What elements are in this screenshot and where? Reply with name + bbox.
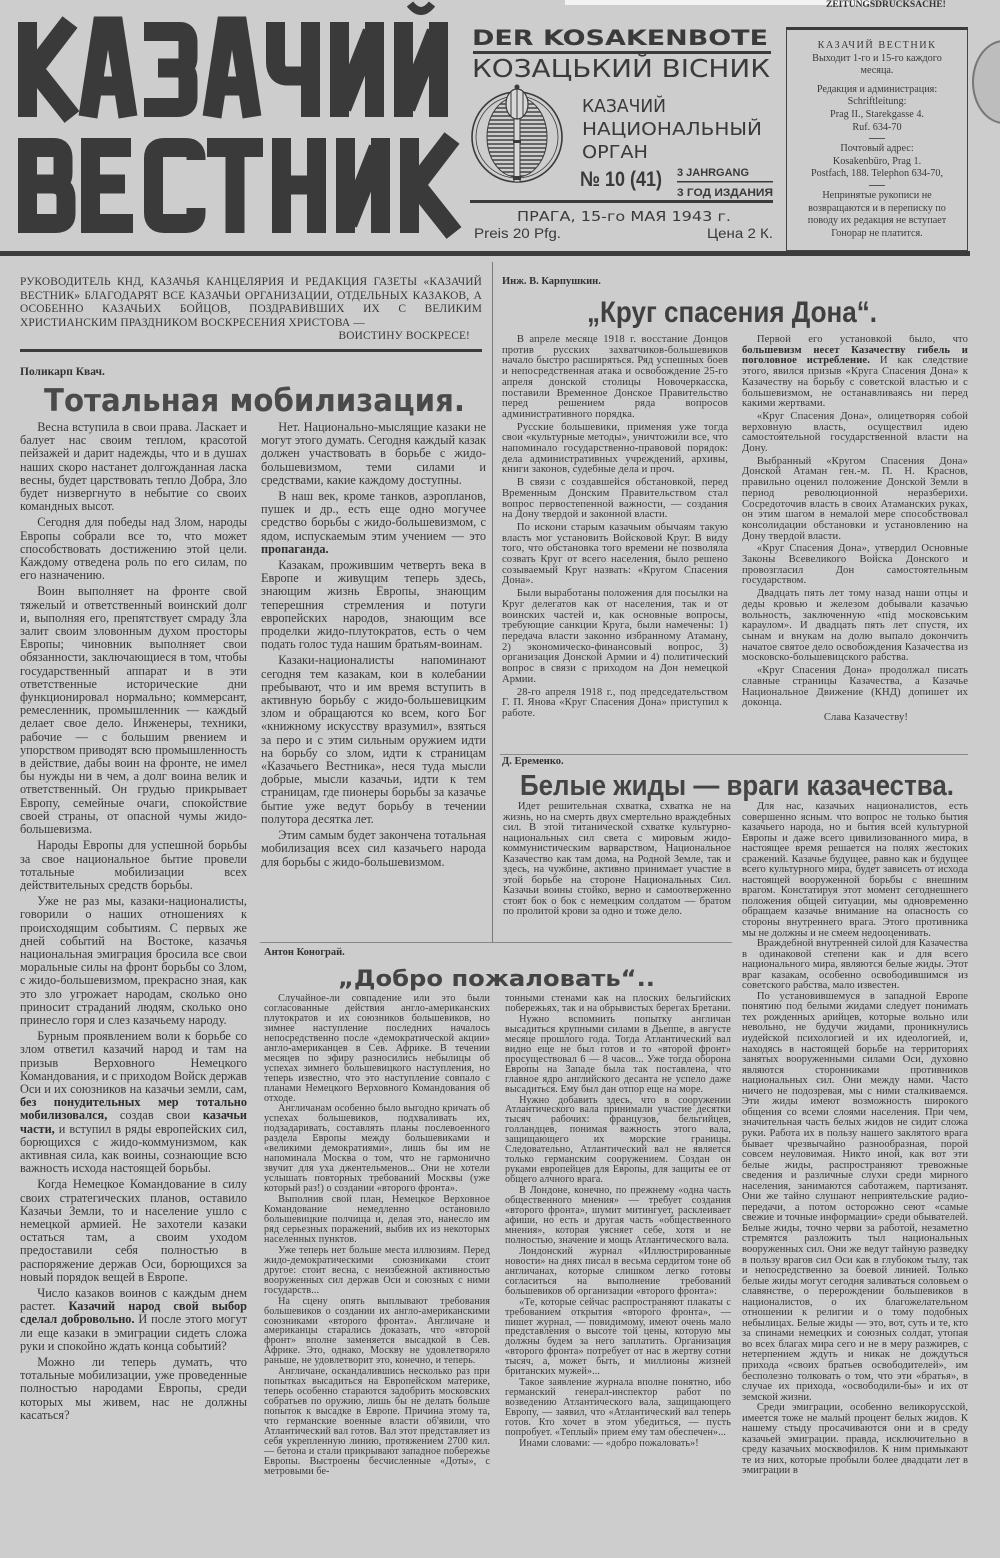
text-run: Были выработаны положения для посылки на Круг делегатов как от населения, так и от воинских частей и, как основные вопросы, требующие санкции Круга, были намечены: 1) передача власти законно избранному Атаману, 2) экономическо-финансовый вопрос, 3) организация Донской Армии и 4) политический вопрос в связи с приходом на Дон немецкой Армии.: [502, 588, 728, 685]
paragraph: [505, 1439, 731, 1449]
paragraph: [264, 1104, 490, 1194]
postal-stamp-partial: [972, 40, 1000, 124]
logo-letter-a: [212, 26, 252, 117]
text-run: В Лондоне, конечно, по прежнему «одна часть общественного мнения» — требует создания «второго фронта», шумит митингует, расклеивает афиши, но есть и другая часть «общественного мнения», которая уясняет себе, хотя и не полностью, значение и мощь Атлантического вала.: [505, 1185, 731, 1246]
organ-line-2: НАЦИОНАЛЬНЫЙ: [582, 119, 745, 140]
paragraph: [505, 1378, 731, 1438]
info-schriftleitung: Schriftleitung:: [847, 96, 907, 108]
info-phone: Ruf. 634-70: [852, 121, 902, 133]
info-postal-label: Почтовый адрес:: [840, 143, 914, 155]
paragraph: [20, 516, 247, 582]
text-run: Воин выполняет на фронте свой тяжелый и ответственный воинский долг и, выполняя его, препятствует смраду Зла залит своим зловонным духом просторы Европы; чиновник выполняет свои обязанности, заключающиеся в том, чтобы государственный аппарат и в эти ответственные исторические дни функционировал нормально; коммерсант, ремесленник, промышленник — каждый делает свое дело. Инженеры, техники, рабочие — с большим рвением и упорством приводят всю промышленность в действие, дабы воин на фронте, не имел бы нужды ни в чем, а долг воина велик и ответственный. Он грудью прикрывает Европу, семейные очаги, спокойствие своей страны, от опасной чумы жидо-большевизма.: [20, 584, 247, 837]
text-run: На сцену опять выплывают требования большевиков о создании их англо-американскими союзниками «второго фронта». Англичане и американцы старались доказать, что «второй фронт» вполне заменяется высадкой в Сев. Африке. Это, однако, Москву не удовлетворяло раньше, не удовлетворит это, конечно, и теперь.: [264, 1295, 490, 1367]
paragraph: [742, 992, 968, 1403]
text-run: «Круг Спасения Дона», олицетворяя собой верховную власть, осуществил идею самостоятельной государственной власти на Дону.: [742, 410, 968, 455]
mace-emblem-icon: [472, 85, 562, 183]
paragraph: [264, 1195, 490, 1245]
title-text: Тотальная мобилизация.: [44, 383, 465, 418]
paragraph: [264, 994, 490, 1103]
article-signoff: Слава Казачеству!: [823, 711, 908, 723]
paragraph: [20, 839, 247, 892]
mailing-mark: ZEITUNGSDRUCKSACHE!: [826, 0, 946, 10]
section-rule: [500, 754, 968, 755]
article-column: [503, 802, 731, 941]
article-column: [20, 421, 247, 1558]
logo-letter-s: [154, 148, 197, 224]
logo-letter-a: [88, 26, 128, 117]
paragraph: [742, 335, 968, 410]
paragraph: [505, 1298, 731, 1378]
ukrainian-title: КОЗАЦЬКИЙ ВІСНИК: [472, 54, 771, 83]
article-title: [500, 768, 970, 802]
text-run: «Круг Спасения Дона» продолжал писать славные страницы Казачества, а Казачье Национальное Движение (КНД) допишет их доконца.: [742, 665, 968, 709]
text-run: В связи с создавшейся обстановкой, перед Временным Донским Правительством стал вопрос первостепенной важности, — создания на Дону твердой и законной власти.: [502, 477, 728, 521]
article-author: Инж. В. Карпушкин.: [502, 276, 601, 287]
paragraph: [505, 1096, 731, 1186]
text-run: Двадцать пять лет тому назад наши отцы и деды кровью и железом добывали казачью вольность, заключенную «під московським караулом». И двадцать пять лет спустя, их сынам и внукам на долю выпало докончить начатое святое дело освобождения Казачества из московско-большевицского рабства.: [742, 588, 968, 664]
emphasis-text: казачьи части,: [20, 1108, 247, 1136]
article-author: Антон Конограй.: [264, 947, 345, 958]
text-run: И после этого могут ли еще казаки в эмиграции сидеть сложа руки и спокойно ждать конца событий?: [20, 1312, 247, 1353]
paragraph: [20, 1287, 247, 1353]
text-run: «Те, которые сейчас распространяют плакаты с требованием открытия «второго фронта», — пишет журнал, — повидимому, имеют очень мало представления о высоте той цены, которую мы должны будем за него заплатить. Организация «второго фронта» потребует от нас в жертву сотни тысяч, а, может быть, и миллионы жизней британских мужей»...: [505, 1296, 731, 1378]
text-run: тонными стенами как на плоских бельгийских побережьях, так и на обрывистых берегах Бретани.: [505, 994, 731, 1014]
logo-letter-k: [410, 138, 455, 233]
paragraph: [20, 421, 247, 513]
text-run: Англичанам особенно было выгодно кричать об успехах большевиков, подхваливать их, подзадаривать, составлять планы послевоенного раздела Европы между большевиками и «великими демократиями», лишь бы им не напоминала Москва о том, что не гармонично звучит для уха джентельменов... Они не хотели услышать повторных требований Москвы (уже который раз!) о создании «второго фронта».: [264, 1103, 490, 1195]
paragraph: [264, 1246, 490, 1296]
text-run: Идет решительная схватка, схватка не на жизнь, но на смерть двух смертельно враждебных сил. В этой титанической схватке культурно-национальных сил света с мировым жидо-коммунистическим варварством, Национальное Казачество как там дома, на Родной Земле, так и здесь, на чужбине, активно принимает участие в этой борьбе на стороне Национальных Сил. Казачьи воины стойко, верно и самоотверженно стоят бок о бок с немецким солдатом — братом по пролитой крови за одно и тоже дело.: [503, 802, 731, 918]
paragraph: [20, 895, 247, 1027]
text-run: Уже не раз мы, казаки-националисты, говорили о наших отношениях к происходящим событиям. С первых же дней событий на Востоке, казачья национальная эмиграция бросила все свои моральные силы на фронт борьбы со Злом, с жидо-большевизмом, прекрасно зная, как это зло угрожает народам, сколько оно приносит страданий людям, сколько оно принесло горя и слез казачьему народу.: [20, 894, 247, 1027]
masthead-title-logo: [0, 0, 470, 250]
text-run: Нужно добавить здесь, что в сооружении Атлантического вала принимали участие десятки тысяч рабочих: французов, бельгийцев, голландцев, понимая важность этого вала, защищающего их морские границы. Следовательно, Атлантический вал не является только германским сооружением. Создан он руками европейцев для Европы, для защиты ее от общего алчного врага.: [505, 1094, 731, 1186]
text-run: В наш век, кроме танков, аэропланов, пушек и др., есть еще одно могучее средство борьбы с жидо-большевизмом, с ядом, испускаемым этим учением — это: [261, 489, 486, 543]
logo-letter-k: [28, 22, 73, 117]
logo-letter-i: [346, 138, 381, 233]
column-divider: [492, 262, 493, 942]
info-disclaimer: Непринятые рукописи не возвращаются и в переписку по поводу их редакция не вступает Гонорар не платится.: [807, 189, 947, 239]
paragraph: [742, 802, 968, 939]
info-heading: КАЗАЧИЙ ВЕСТНИК: [817, 40, 937, 51]
text-run: и вступил в ряды европейских сил, борющихся с жидо-коммунизмом, как активная сила, как воины, сознающие всю важность исхода настоящей борьбы.: [20, 1121, 247, 1176]
article-author: Д. Еременко.: [502, 756, 564, 767]
section-rule: [260, 942, 732, 943]
text-run: В апреле месяце 1918 г. восстание Донцов против русских захватчиков-большевиков начало быстро расширяться. Ряд успешных боев и непосредственная атака и освобождение 25-го апреля донской столицы Новочеркасска, поставили Временное Донское Правительство перед решением ряда вопросов административного порядка.: [502, 335, 728, 420]
logo-letter-z: [144, 32, 188, 108]
text-run: Такое заявление журнала вполне понятно, ибо германский генерал-инспектор работ по возведению Атлантического вала, защищающего Европу, — заявил, что «Атлантический вал теперь готов. Кто хочет в этом убедиться, — пусть попробует. «Теплый» прием ему там обеспечен»...: [505, 1377, 731, 1438]
article-column: [264, 994, 490, 1558]
paragraph: [261, 421, 486, 487]
title-text: „Круг спасения Дона“.: [587, 296, 877, 329]
text-run: Народы Европы для успешной борьбы за свое национальное бытие провели тотальные мобилизации всех действительных средств борьбы.: [20, 838, 247, 892]
article-column: [261, 421, 486, 936]
logo-line-1: [28, 4, 439, 117]
text-run: Число казаков воинов с каждым днем растет.: [20, 1286, 247, 1314]
paragraph: [264, 1297, 490, 1367]
paragraph: [502, 423, 728, 477]
paragraph: [742, 412, 968, 455]
article-column: [505, 994, 731, 1558]
text-run: Казакам, прожившим четверть века в Европе и живущим теперь здесь, знающим жизнь Европы, знающим теперешния стремления и потуги европейских народов, знающим все проделки жидо-плутократов, есть о чем подать голос туда нашим братьям-воинам.: [261, 558, 486, 652]
title-text: Белые жиды — враги казачества.: [520, 770, 954, 802]
divider: [869, 138, 885, 139]
text-run: создав свои: [107, 1108, 203, 1123]
paragraph: [505, 1015, 731, 1095]
paragraph: [742, 939, 968, 992]
year-ru: 3 ГОД ИЗДАНИЯ: [677, 187, 774, 199]
text-run: Нужно вспомнить попытку англичан высадиться крупными силами в Дьеппе, в августе месяце прошлого года. Тогда Атлантический вал видно еще не был готов и то «второй фронт» просуществовал 6 — 8 часов... Уже тогда оборона Европы на Западе была так поставлена, что главное ядро английского десанта не успело даже высадиться. Ему был дан отпор еще на море.: [505, 1013, 731, 1095]
text-run: Бурным проявлением воли к борьбе со злом ответил казачий народ и там на призыв Верховного Немецкого Командования, и с приходом Войск держав Оси и их союзников на казачьи земли, сам,: [20, 1029, 247, 1096]
info-editorial: Редакция и администрация:: [816, 83, 938, 95]
paragraph: [502, 478, 728, 521]
paragraph: [20, 1356, 247, 1422]
text-run: Для нас, казачьих националистов, есть совершенно ясным. что вопрос не только бытия казачьего народа, но и бытия всей культурной Европы и даже всего цивилизованного мира, в настоящее время решается на полях жестоких сражений. Казачье будущее, равно как и будущее всего культурного мира, будет зависеть от исхода настоящей вооруженной борьбы с внешним врагом. Констатируя этот момент сегоднешнего положения общей ситуации, мы одновременно обращаем казачье внимание на опасность со стороны внутреннего врага. Этого противника мы не должны и не смеем недооценивать.: [742, 802, 968, 939]
paragraph: [20, 585, 247, 836]
logo-letter-v: [28, 138, 67, 233]
logo-letter-n: [282, 138, 317, 233]
paragraph: [264, 1367, 490, 1476]
paragraph: [503, 802, 731, 918]
paragraph: [742, 544, 968, 587]
masthead-rule: [0, 251, 970, 256]
paragraph: [742, 666, 968, 709]
date-rule: [470, 200, 773, 203]
paragraph: [261, 490, 486, 556]
logo-letter-i: [340, 22, 375, 117]
paragraph: [505, 994, 731, 1014]
text-run: Казаки-националисты напоминают сегодня тем казакам, кои в колебании пребывают, что и им время вступить в активную борьбу с жидо-большевицким злом и обращаются ко всем, кого Бог «книжному искусству вразумил», взяться за перо и с этим сильным оружием идти на борьбу со злом, идти к страницам «Казачьего Вестника», неся туда мысли добрые, мысли казачьи, идти к тем страницам, где пионеры борьбы за казачье бытие уже ведут борьбу в течении полутора десятка лет.: [261, 653, 486, 826]
text-run: Можно ли теперь думать, что тотальные мобилизации, уже проведенные полностью народами Европы, среди которых мы живем, нас не должны касаться?: [20, 1355, 247, 1422]
text-run: «Круг Спасения Дона», утвердил Основные Законы Всевеликого Войска Донского и провозгласил Дон самостоятельным государством.: [742, 543, 968, 587]
article-column: [742, 802, 968, 1558]
text-run: Лондонский журнал «Иллюстрированные новости» на днях писал в весьма сердитом тоне об англичанах, которые слишком легко готовы согласиться на выполнение требований большевиков об организации «второго фронта»:: [505, 1245, 731, 1297]
year-rule: [677, 181, 773, 183]
masthead-center: [460, 0, 780, 250]
text-run: Русские большевики, применяя уже тогда свои «культурные методы», уничтожили все, что напоминало государственно-правовой порядок: дела административных учреждений, архивы, книги законов, судебные дела и проч.: [502, 421, 728, 476]
paragraph: [20, 1178, 247, 1284]
paragraph: [20, 1030, 247, 1175]
text-run: Случайное-ли совпадение или это были согласованные действия англо-американских плутократов и их союзников большевиков, но зимнее наступление последних началось непосредственно после «демократической акции» англо-американцев в Сев. Африке. В течении месяцев по эфиру разносились небылицы об успехах зимнего большевицкого наступления, но теперь известно, что это наступление совпало с планами Немецкого Верховного Командования об отходе.: [264, 994, 490, 1104]
text-run: 28-го апреля 1918 г., под председательством Г. П. Янова «Круг Спасения Дона» приступил к работе.: [502, 686, 728, 719]
logo-letter-ch: [276, 22, 311, 117]
text-run: Нет. Национально-мыслящие казаки не могут этого думать. Сегодня каждый казак должен участвовать в борьбе с жидо-большевизмом, теми силами и средствами, какие каждому доступны.: [261, 421, 486, 487]
paragraph: [742, 589, 968, 664]
info-postal-1: Kosakenbüro, Prag 1.: [832, 155, 922, 167]
article-title: [260, 962, 730, 992]
price-ru: Цена 2 К.: [707, 225, 773, 241]
logo-letter-i-short: [404, 4, 439, 117]
text-run: По искони старым казачьим обычаям такую власть мог установить Войсковой Круг. В виду того, что обстановка того времени не позволяла созвать Круг от всего населения, было решено созываемый Круг назвать: «Кругом Спасения Дона».: [502, 521, 728, 587]
paragraph: [742, 1403, 968, 1477]
text-run: Выполнив свой план, Немецкое Верховное Командование немедленно остановило большевицкие полчища и, делая это, нанесло им ряд серьезных поражений, выбив их из некоторых населенных пунктов.: [264, 1194, 490, 1245]
paragraph: [261, 559, 486, 651]
paragraph: [505, 1247, 731, 1297]
publication-info-box: [786, 27, 968, 251]
text-run: Первой его установкой было, что: [756, 335, 968, 345]
paragraph: [742, 457, 968, 543]
price-de: Preis 20 Pfg.: [474, 225, 561, 241]
text-run: Весна вступила в свои права. Ласкает и балует нас своим теплом, красотой пейзажей и дарит надежды, что и в душах наших скоро настанет долгожданная ласка весны, будет царствовать тепло Добра, Зло будет низвергнуто в небытие со своих командных высот.: [20, 421, 247, 514]
paragraph: [502, 335, 728, 421]
paragraph: [261, 654, 486, 826]
text-run: Сегодня для победы над Злом, народы Европы собрали все то, что может способствовать достижению этой цели. Каждому отведена роль по его силам, по его назначению.: [20, 515, 247, 583]
article-author: Поликарп Квач.: [20, 366, 105, 378]
text-run: Среди эмиграции, особенно великорусской, имеется тоже не малый процент белых жидов. К нашему стыду просачиваются они и в среду казачьей эмиграции. правда, исключительно в среду казачьих москвофилов. К ним примыкают те из них, которые пробыли более двадцати лет в эмиграции в: [742, 1402, 968, 1477]
text-run: Выбранный «Кругом Спасения Дона» Донской Атаман ген.-м. П. Н. Краснов, правильно оценил положение Донской Земли в период революционной неразберихи. Сосредоточив власть в своих Атаманских руках, он этим шагом в немалой мере способствовал консолидации обстановки и установлению на Дону твердой власти.: [742, 455, 968, 542]
emphasis-text: пропаганда.: [261, 541, 329, 556]
organ-line-3: ОРГАН: [582, 142, 648, 163]
text-run: Этим самым будет закончена тотальная мобилизация всех сил казачьего народа для борьбы с жидо-большевизмом.: [261, 828, 486, 869]
emphasis-text: без понудительных мер тотально мобилизовался,: [20, 1095, 247, 1123]
easter-notice: [20, 276, 482, 344]
paragraph: [505, 1186, 731, 1246]
info-postal-2: Postfach, 188. Telephon 634-70,: [810, 168, 944, 180]
info-frequency: Выходит 1-го и 15-го каждого месяца.: [812, 52, 942, 77]
article-column: [502, 335, 728, 753]
text-run: Англичане, оскандалившись несколько раз при попытках высадиться на Европейском материке, теперь особенно стараются задобрить московских собратьев по оружию, лишь бы не делать больше попыток к высадке в Европе. Причина этому та, что германские военные власти об'явили, что Атлантический вал готов. Вал этот представляет из себя укрепленную линию, протяжением 2700 кил. — бетона и стали прикрывают западное побережье Европы. Выстроены бесчисленные «Доты», с метровыми бе-: [264, 1366, 490, 1477]
emphasis-text: Казачий народ свой выбор сделал добровольно.: [20, 1299, 247, 1327]
paragraph: [502, 688, 728, 720]
logo-letter-e: [91, 138, 134, 233]
year-de: 3 JAHRGANG: [677, 167, 749, 179]
text-run: Уже теперь нет больше места иллюзиям. Перед жидо-демократическими союзниками стоит другое: стоит весна, с неизбежной активностью вооруженных сил держав Оси и союзных с ними государств...: [264, 1244, 490, 1296]
text-run: Враждебной внутренней силой для Казачества в одинаковой степени как и для всего национального мира, являются белые жиды. Этот враг казакам, особенно освободившимся из советского рабства, мало известен.: [742, 938, 968, 992]
notice-rule: [20, 349, 482, 352]
article-title: [0, 378, 492, 418]
text-run: Инами словами: — «добро пожаловать»!: [519, 1437, 699, 1449]
paragraph: [502, 523, 728, 587]
text-run: Когда Немецкое Командование в силу своих стратегических планов, оставило Казачьи Земли, то и население ушло с немецкой армией. Не захотели казаки остаться там, а своим уходом предоставили себя полностью в распоряжение держав Оси, борющихся за новый порядок вещей в Европе.: [20, 1177, 247, 1284]
paragraph: [502, 589, 728, 685]
german-title: DER KOSAKENBOTE: [472, 26, 768, 50]
logo-letter-t: [207, 148, 263, 234]
notice-closing: ВОИСТИНУ ВОСКРЕСЕ!: [338, 330, 470, 343]
divider: [869, 185, 885, 186]
info-address: Prag II., Starekgasse 4.: [830, 108, 924, 120]
article-column: [742, 335, 968, 753]
emphasis-text: большевизм несет Казачеству гибель и поголовное истребление.: [742, 344, 968, 367]
issue-number: № 10 (41): [580, 168, 662, 191]
place-date: ПРАГА, 15-го МАЯ 1943 г.: [517, 210, 731, 225]
logo-line-2: [28, 138, 455, 233]
organ-line-1: КАЗАЧИЙ: [582, 96, 671, 117]
paragraph: [261, 829, 486, 869]
title-text: „Добро пожаловать“..: [338, 967, 655, 992]
article-title: [495, 290, 975, 330]
notice-text: РУКОВОДИТЕЛЬ КНД, КАЗАЧЬЯ КАНЦЕЛЯРИЯ И РЕДАКЦИЯ ГАЗЕТЫ «КАЗАЧИЙ ВЕСТНИК» БЛАГОДАРЯТ ВСЕ КАЗАЧЬИ ОРГАНИЗАЦИИ, ОТДЕЛЬНЫХ КАЗАКОВ, А ОСОБЕННО КАЗАЧЬИХ БОЙЦОВ, ПОЗДРАВИВШИХ ИХ С ВЕЛИКИМ ХРИСТИАНСКИМ ПРАЗДНИКОМ ВОСКРЕСЕНИЯ ХРИСТОВА —: [20, 276, 482, 329]
text-run: По установившемуся в западной Европе понятию под белыми жидами следует понимать тех рожденных арийцев, которые вольно или невольно, не будучи жидами, проникнулись иудейской психологией и их идеологией, и, находясь в настоящей борьбе на территориях занятых вооруженными силами Оси, духовно являются сторонниками противников национальных сил. Они между нами. Часто ничего не подозревая, мы с ними сталкиваемся. Эти жиды имеют возможность широкого общения со всеми слоями населения. При чем, значительная часть белых жидов не сидит сложа руки. Работа их в пользу нашего заклятого врага бывает чрезвычайно разнообразная, порой совсем неуловимая. Никто иной, как вот эти белые жиды, распространяют тревожные сведения и различные слухи среди мирного населения, занимаются саботажем, партизанят. Они же тайно слушают неприятельские радио-передачи, а потом осторожно сеют «самые свежие и точные информации» среди обывателей. Белые жиды, точно черви за работой, незаметно стремятся разложить тыл национальных вооруженных сил. Они же ведут тайную разведку в пользу врагов сил Оси как в глубоком тылу, так и непосредственно за боевой линией. Только белые жиды могут сегодня заливаться соловьем о славянстве, о перерождении большевиков в националистов, о их благожелательном отношении к религии и о тому подобных небылицах. Белые жиды — это, вот, суть и те, кто за спинами немецких и союзных солдат, утопая во всех благах мира сего и не в меру разжирев, с нетерпением ждуть и никак не дождуться прихода «своих братьев освободителей», им бесполезно толковать о том, что эти «братья», в случае их прихода, «освободили-бы» и их от земской жизни.: [742, 990, 968, 1403]
text-run: И как следствие этого, явился призыв «Круга Спасения Дона» к Казачеству на борьбу с советской властью и с большевизмом, не останавливаясь ни перед какими жертвами.: [742, 355, 968, 410]
